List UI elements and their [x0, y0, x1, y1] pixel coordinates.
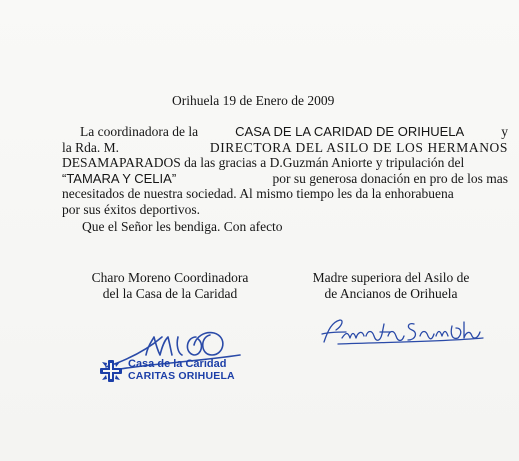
body-text-segment: La coordinadora de la	[80, 124, 199, 139]
body-text-segment: la Rda. M.	[62, 139, 119, 155]
right-signatory-org: de Ancianos de Orihuela	[324, 286, 458, 301]
left-signatory-role: del la Casa de la Caridad	[102, 286, 238, 301]
stamp-org-subname: CARITAS ORIHUELA	[128, 370, 235, 382]
letter-body	[62, 124, 508, 217]
body-text-segment: y	[501, 124, 508, 139]
left-signatory-block	[82, 270, 258, 302]
place-date: Orihuela 19 de Enero de 2009	[172, 93, 335, 108]
right-signatory-title: Madre superiora del Asilo de	[312, 270, 470, 285]
left-signatory-name: Charo Moreno Coordinadora	[91, 270, 249, 285]
boat-name: “TAMARA Y CELIA”	[62, 170, 177, 186]
body-line-2	[62, 140, 508, 156]
body-line-6: por sus éxitos deportivos.	[62, 201, 200, 217]
body-line-5: necesitados de nuestra sociedad. Al mismo tiempo les da la enhorabuena	[62, 186, 454, 201]
caritas-cross-icon	[98, 358, 124, 384]
body-line-1	[62, 124, 508, 140]
stamp-org-name: Casa de la Caridad	[128, 358, 227, 370]
body-line-3: DESAMAPARADOS da las gracias a D.Guzmán Aniorte y tripulación del	[62, 155, 465, 170]
recipient-title: DIRECTORA DEL ASILO DE LOS HERMANOS	[209, 139, 508, 155]
body-text-segment: por su generosa donación en pro de los mas	[272, 170, 508, 186]
right-signatory-block	[296, 270, 486, 302]
body-line-4	[62, 171, 508, 187]
organization-name: CASA DE LA CARIDAD DE ORIHUELA	[235, 124, 465, 139]
right-signature	[318, 312, 488, 352]
caritas-stamp	[98, 355, 238, 387]
closing-line: Que el Señor les bendiga. Con afecto	[82, 219, 283, 234]
